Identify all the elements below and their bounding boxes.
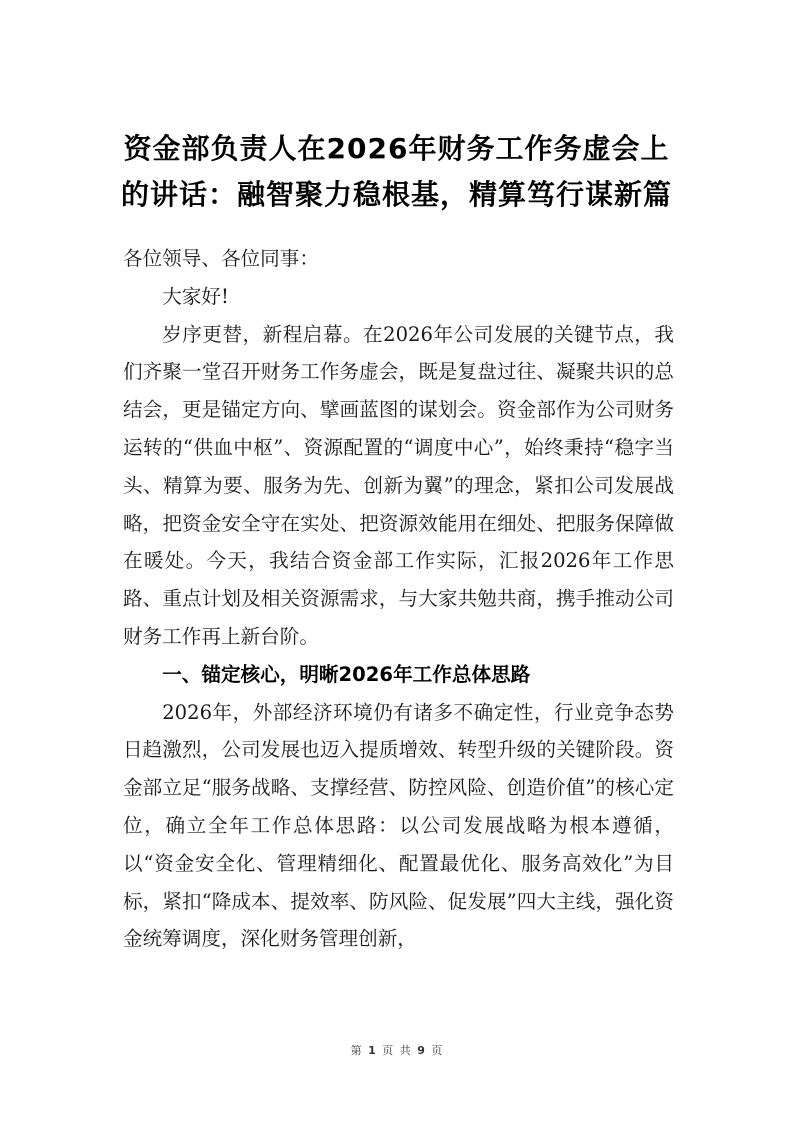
document-body bbox=[123, 240, 674, 958]
current-page-number: 1 bbox=[368, 1044, 376, 1057]
greeting: 大家好! bbox=[162, 284, 229, 308]
total-pages-number: 9 bbox=[417, 1044, 425, 1057]
footer-middle: 页 共 bbox=[382, 1044, 411, 1057]
intro-paragraph: 岁序更替，新程启幕。在2026年公司发展的关键节点，我们齐聚一堂召开财务工作务虚会，既是复盘过往、凝聚共识的总结会，更是锚定方向、擘画蓝图的谋划会。资金部作为公司财务运转的“供血中枢”、资源配置的“调度中心”，始终秉持“稳字当头、精算为要、服务为先、创新为翼”的理念，紧扣公司发展战略，把资金安全守在实处、把资源效能用在细处、把服务保障做在暖处。今天，我结合资金部工作实际，汇报2026年工作思路、重点计划及相关资源需求，与大家共勉共商，携手推动公司财务工作再上新台阶。 bbox=[123, 322, 674, 648]
footer-suffix: 页 bbox=[431, 1044, 443, 1057]
footer-prefix: 第 bbox=[350, 1044, 362, 1057]
section-paragraph: 2026年，外部经济环境仍有诸多不确定性，行业竞争态势日趋激烈，公司发展也迈入提质增效、转型升级的关键阶段。资金部立足“服务战略、支撑经营、防控风险、创造价值”的核心定位，确立全年工作总体思路：以公司发展战略为根本遵循，以“资金安全化、管理精细化、配置最优化、服务高效化”为目标，紧扣“降成本、提效率、防风险、促发展”四大主线，强化资金统筹调度，深化财务管理创新， bbox=[123, 700, 674, 951]
page-footer bbox=[0, 1043, 793, 1059]
salutation: 各位领导、各位同事： bbox=[123, 247, 319, 270]
section-heading: 一、锚定核心，明晰2026年工作总体思路 bbox=[162, 662, 531, 686]
document-title: 资金部负责人在2026年财务工作务虚会上的讲话：融智聚力稳根基，精算笃行谋新篇 bbox=[120, 132, 672, 211]
